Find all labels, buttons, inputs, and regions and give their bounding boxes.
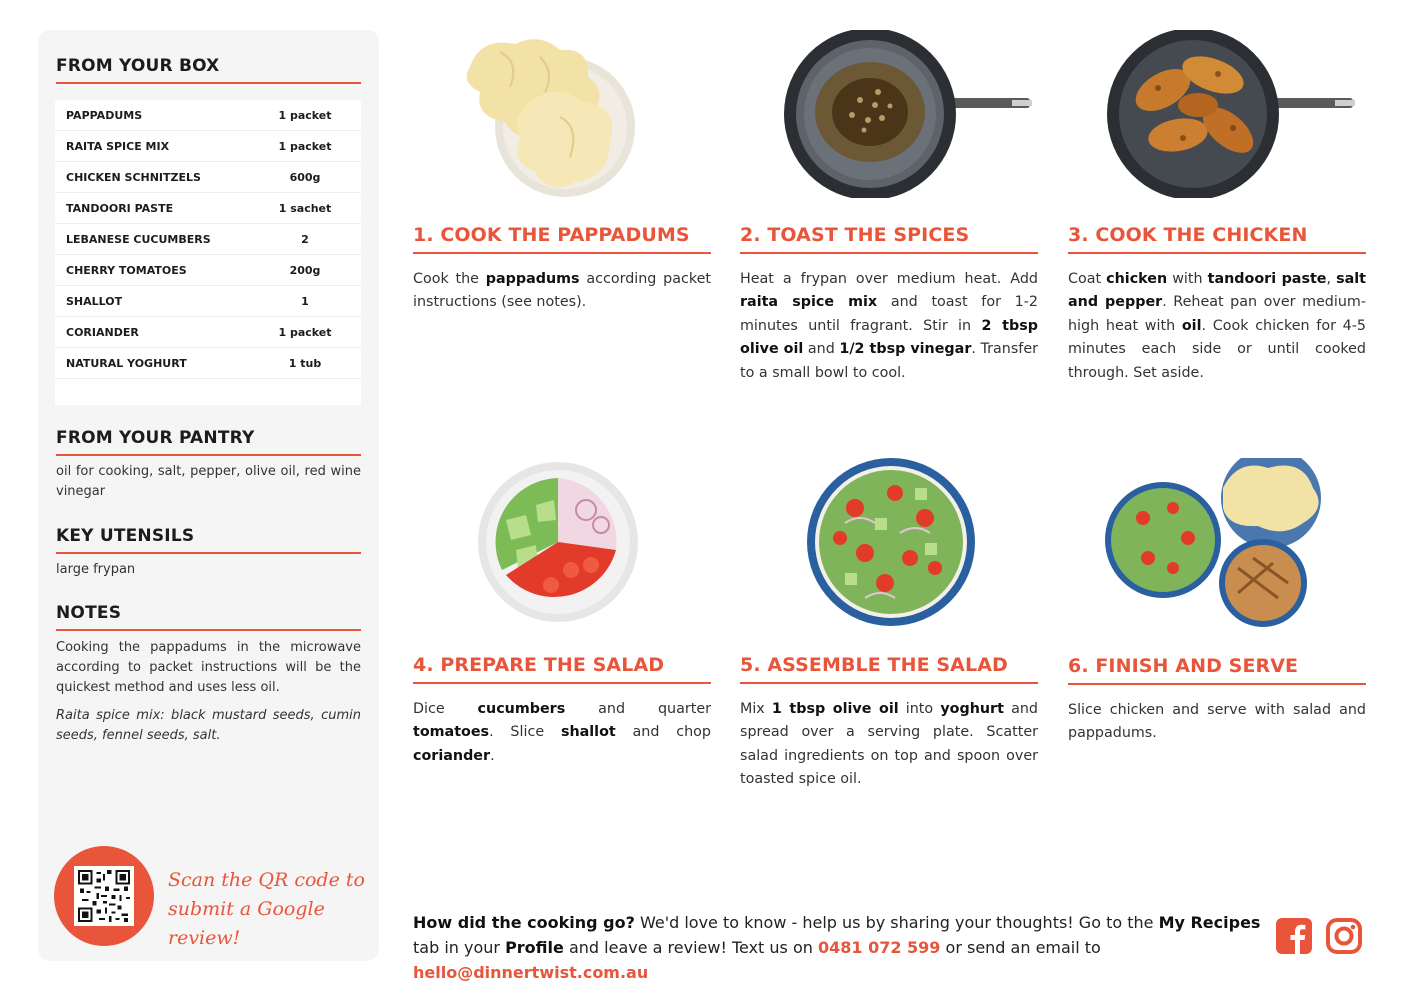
- sidebar: [38, 30, 379, 961]
- qr-text-line: Scan the QR code to: [168, 869, 365, 891]
- review-footer: How did the cooking go? We'd love to know - help us by sharing your thoughts! Go to the My Recipes tab in your Profile and leave a review! Text us on 0481 072 599 or send an email to hello@dinnertwist.com.au: [413, 913, 1261, 982]
- step-title: 1. COOK THE PAPPADUMS: [413, 224, 690, 246]
- step-title: 5. ASSEMBLE THE SALAD: [740, 654, 1008, 676]
- ingredient-qty: 600g: [289, 170, 321, 184]
- ingredients-table: [55, 100, 361, 405]
- notes-title: NOTES: [56, 603, 122, 623]
- divider: [1068, 252, 1366, 254]
- divider: [740, 682, 1038, 684]
- from-your-box-title: FROM YOUR BOX: [56, 56, 220, 76]
- ingredient-name: RAITA SPICE MIX: [66, 139, 170, 153]
- divider: [413, 252, 711, 254]
- ingredient-row: [55, 317, 361, 348]
- ingredient-name: SHALLOT: [66, 294, 123, 308]
- ingredient-qty: 1 packet: [278, 139, 332, 153]
- pantry-text: oil for cooking, salt, pepper, olive oil, red wine vinegar: [56, 464, 361, 499]
- ingredient-row: [55, 224, 361, 255]
- step-text: Coat chicken with tandoori paste, salt and pepper. Reheat pan over medium-high heat with oil. Cook chicken for 4-5 minutes each side or until cooked through. Set aside.: [1068, 271, 1367, 381]
- divider: [56, 82, 361, 84]
- step-3: [1068, 224, 1366, 385]
- step-title: 6. FINISH AND SERVE: [1068, 655, 1299, 677]
- ingredient-name: CORIANDER: [66, 325, 139, 339]
- email-link[interactable]: hello@dinnertwist.com.au: [413, 963, 649, 982]
- ingredient-row: [55, 193, 361, 224]
- step-title: 4. PREPARE THE SALAD: [413, 654, 665, 676]
- step-text: Dice cucumbers and quarter tomatoes. Slice shallot and chop coriander.: [413, 701, 712, 764]
- divider: [413, 682, 711, 684]
- from-your-pantry-title: FROM YOUR PANTRY: [56, 428, 255, 448]
- ingredient-qty: 1 packet: [278, 325, 332, 339]
- step-text: Heat a frypan over medium heat. Add raita spice mix and toast for 1-2 minutes until fragrant. Stir in 2 tbsp olive oil and 1/2 tbsp vinegar. Transfer to a small bowl to cool.: [740, 271, 1038, 381]
- ingredient-row: [55, 100, 361, 131]
- ingredient-name: CHICKEN SCHNITZELS: [66, 170, 201, 184]
- step-6: [1068, 655, 1366, 746]
- key-utensils-title: KEY UTENSILS: [56, 526, 195, 546]
- ingredient-row: [55, 131, 361, 162]
- step-2: [740, 224, 1038, 385]
- serving-photo: [1103, 458, 1328, 628]
- ingredient-name: TANDOORI PASTE: [66, 201, 174, 215]
- step-text: Cook the pappadums according packet instructions (see notes).: [413, 271, 712, 311]
- facebook-icon[interactable]: [1275, 917, 1313, 955]
- step-text: Mix 1 tbsp olive oil into yoghurt and spread over a serving plate. Scatter salad ingredients on top and spoon over toasted spice oil.: [740, 701, 1038, 788]
- qr-text-line: submit a Google review!: [168, 898, 325, 949]
- ingredient-qty: 1 sachet: [278, 201, 332, 215]
- ingredient-qty: 200g: [289, 263, 321, 277]
- salad-prep-photo: [476, 460, 641, 625]
- ingredient-qty: 2: [301, 232, 309, 246]
- salad-plate-photo: [805, 458, 977, 628]
- divider: [56, 552, 361, 554]
- ingredient-qty: 1 packet: [278, 108, 332, 122]
- ingredient-row: [55, 255, 361, 286]
- ingredient-name: LEBANESE CUCUMBERS: [66, 232, 211, 246]
- step-title: 3. COOK THE CHICKEN: [1068, 224, 1308, 246]
- divider: [56, 454, 361, 456]
- ingredient-row: [55, 286, 361, 317]
- step-5: [740, 654, 1038, 792]
- pappadums-photo: [460, 32, 640, 197]
- ingredient-qty: 1: [301, 294, 309, 308]
- qr-code-icon[interactable]: [74, 866, 134, 926]
- step-title: 2. TOAST THE SPICES: [740, 224, 970, 246]
- chicken-pan-photo: [1103, 30, 1358, 198]
- notes-spice-text: Raita spice mix: black mustard seeds, cumin seeds, fennel seeds, salt.: [56, 708, 361, 743]
- step-1: [413, 224, 711, 315]
- instagram-icon[interactable]: [1325, 917, 1363, 955]
- qr-review-text: [168, 866, 379, 953]
- step-4: [413, 654, 711, 768]
- qr-badge[interactable]: [54, 846, 154, 946]
- ingredient-row: [55, 162, 361, 193]
- phone-link[interactable]: 0481 072 599: [817, 938, 941, 957]
- ingredient-name: PAPPADUMS: [66, 108, 143, 122]
- spices-pan-photo: [780, 30, 1035, 198]
- ingredient-name: CHERRY TOMATOES: [66, 263, 187, 277]
- divider: [740, 252, 1038, 254]
- divider: [1068, 683, 1366, 685]
- ingredient-row: [55, 348, 361, 379]
- utensils-text: large frypan: [56, 562, 136, 577]
- ingredient-qty: 1 tub: [288, 356, 322, 370]
- step-text: Slice chicken and serve with salad and pappadums.: [1068, 702, 1366, 742]
- divider: [56, 629, 361, 631]
- notes-text: Cooking the pappadums in the microwave according to packet instructions will be the quickest method and uses less oil.: [56, 640, 361, 695]
- ingredient-name: NATURAL YOGHURT: [66, 356, 187, 370]
